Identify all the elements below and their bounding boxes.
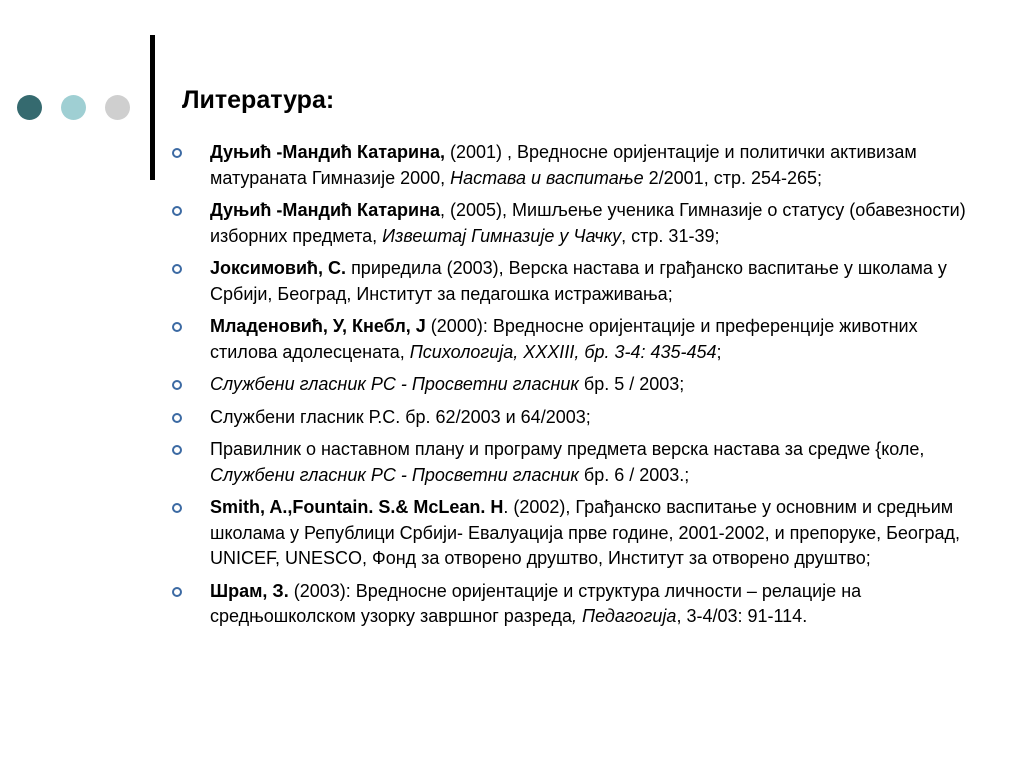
reference-author: Јоксимовић, С. <box>210 258 347 278</box>
slide-title: Литература: <box>182 86 335 114</box>
reference-item <box>170 405 970 431</box>
ring-bullet-icon <box>172 322 182 332</box>
reference-source: Извештај Гимназије у Чачку <box>382 225 622 246</box>
reference-text-end: , стр. 31-39; <box>621 225 720 246</box>
reference-source: Службени гласник РС - Просветни гласник <box>210 374 579 394</box>
decor-dot-light <box>105 95 130 120</box>
ring-bullet-icon <box>172 380 182 390</box>
reference-source: Настава и васпитање <box>450 167 644 188</box>
reference-author: Дуњић -Мандић Катарина, <box>210 142 445 162</box>
reference-text: Службени гласник Р.С. бр. 62/2003 и 64/2003; <box>210 406 591 427</box>
reference-item <box>170 372 970 398</box>
title-divider <box>150 35 155 180</box>
reference-text: (2000): Вредносне оријентације и преференције животних стилова адолесцената, <box>210 316 918 362</box>
reference-text: . (2002), Грађанско васпитање у основним и средњим школама у Републици Србији- Евалуација прве године, 2001-2002, и препоруке, Београд, UNICEF, UNESCO, Фонд за отворено друштво, Институт за отворено друштво; <box>210 497 961 568</box>
reference-text: Правилник о наставном плану и програму предмета верска настава за средwе {коле, <box>210 439 925 459</box>
reference-text-end: бр. 5 / 2003; <box>578 374 685 394</box>
reference-source: , Педагогија <box>572 606 677 626</box>
ring-bullet-icon <box>172 206 182 216</box>
reference-item <box>170 495 970 572</box>
reference-item <box>170 437 970 488</box>
ring-bullet-icon <box>172 148 182 158</box>
reference-text-end: , 3-4/03: 91-114. <box>676 606 808 626</box>
reference-item <box>170 140 970 191</box>
reference-item <box>170 579 970 630</box>
reference-text: (2001) , Вредносне оријентације и политички активизам матураната Гимназије 2000, <box>210 142 917 188</box>
ring-bullet-icon <box>172 413 182 423</box>
reference-text: приредила (2003), Верска настава и грађанско васпитање у школама у Србији, Београд, Институт за педагошка истраживања; <box>210 258 947 304</box>
reference-text-end: 2/2001, стр. 254-265; <box>643 167 823 188</box>
ring-bullet-icon <box>172 587 182 597</box>
reference-text: (2003): Вредносне оријентације и структура личности – релације на средњошколском узорку завршног разреда <box>210 580 862 626</box>
reference-source: Психологија, XXXIII, бр. 3-4: 435-454 <box>409 341 717 362</box>
reference-text-end: бр. 6 / 2003.; <box>578 464 690 485</box>
reference-text: , (2005), Мишљење ученика Гимназије о статусу (обавезности) изборних предмета, <box>210 200 966 246</box>
reference-author: Smith, A.,Fountain. S.& McLean. H <box>210 497 504 517</box>
reference-item <box>170 256 970 307</box>
ring-bullet-icon <box>172 445 182 455</box>
reference-author: Шрам, З. <box>210 580 289 601</box>
reference-item <box>170 198 970 249</box>
reference-author: Младеновић, У, Кнебл, Ј <box>210 316 426 336</box>
reference-text-end: ; <box>716 341 722 362</box>
decor-dot-dark <box>17 95 42 120</box>
reference-source: Службени гласник РС - Просветни гласник <box>210 464 579 485</box>
decor-dot-mid <box>61 95 86 120</box>
ring-bullet-icon <box>172 503 182 513</box>
reference-item <box>170 314 970 365</box>
ring-bullet-icon <box>172 264 182 274</box>
reference-author: Дуњић -Мандић Катарина <box>210 200 440 220</box>
reference-list <box>170 140 970 637</box>
